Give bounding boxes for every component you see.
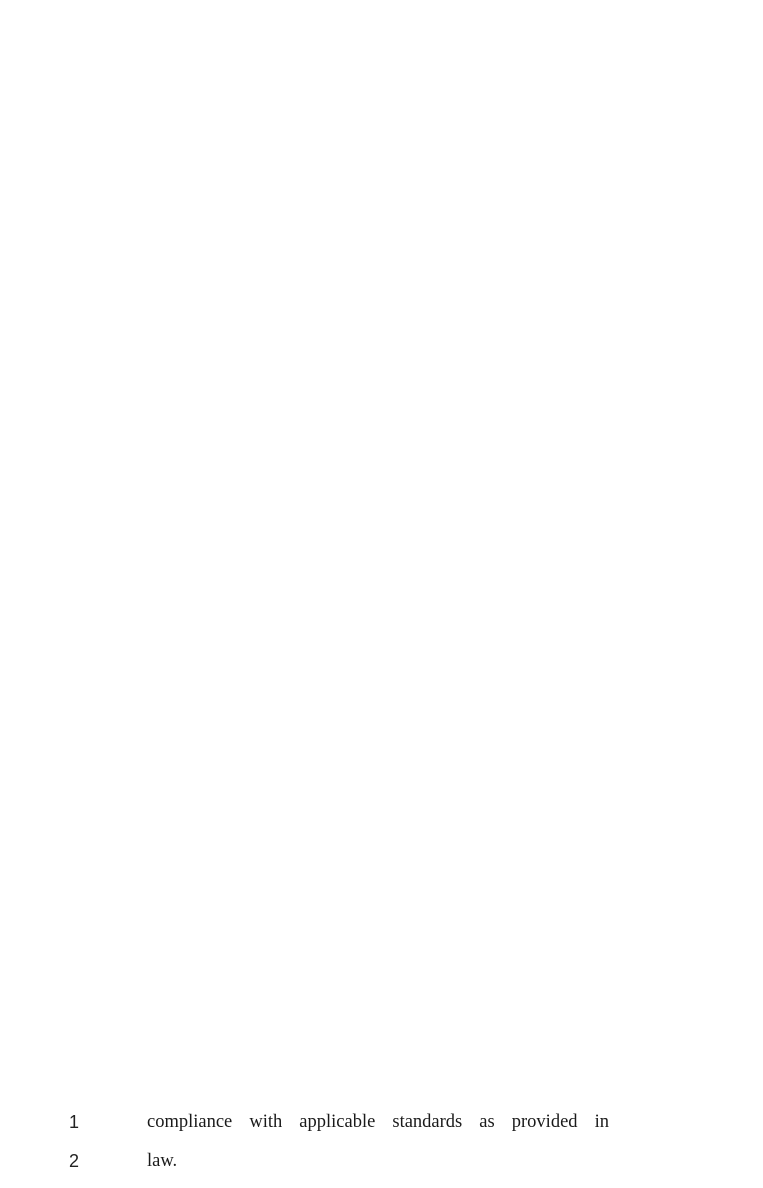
text-line [0, 1103, 763, 1142]
line-text: law. [147, 1151, 178, 1171]
line-text: compliance with applicable standards as provided in [147, 1112, 609, 1132]
line-number: 2 [68, 1151, 79, 1171]
line-number: 1 [68, 1112, 79, 1132]
text-line [0, 1142, 763, 1181]
